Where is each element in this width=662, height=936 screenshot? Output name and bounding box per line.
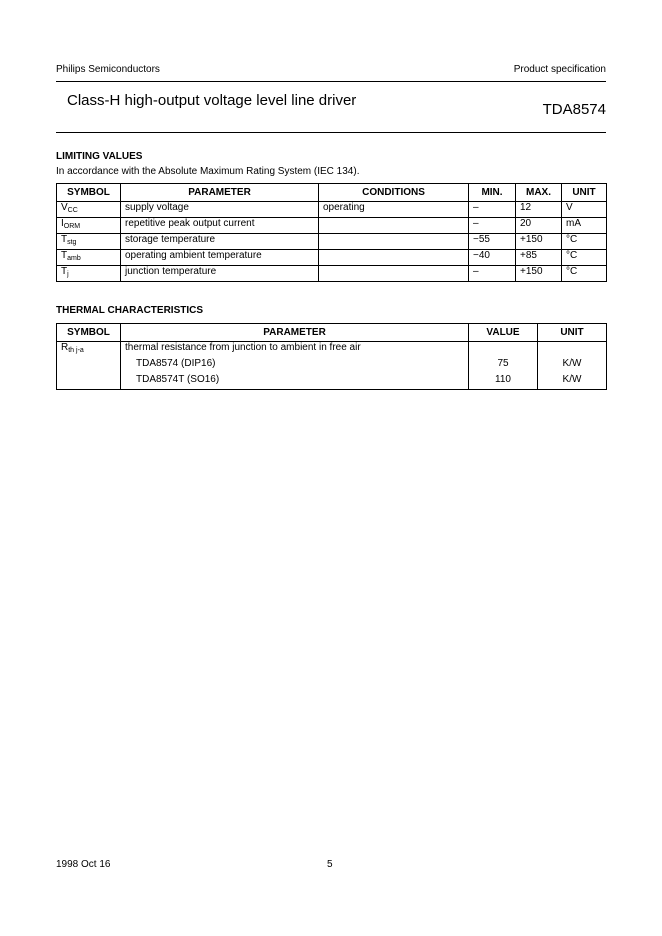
symbol-cell: $T_{amb}$ xyxy=(57,250,121,266)
table-row xyxy=(57,202,607,218)
conditions-cell xyxy=(319,250,469,266)
table-header-row xyxy=(57,184,607,202)
parameter-cell: supply voltage xyxy=(121,202,319,218)
company-name: Philips Semiconductors xyxy=(56,64,160,75)
table-row xyxy=(57,250,607,266)
symbol-cell xyxy=(57,358,121,374)
col-conditions: CONDITIONS xyxy=(319,184,469,202)
col-value: VALUE xyxy=(469,324,538,342)
col-min: MIN. xyxy=(469,184,516,202)
max-cell: 20 xyxy=(516,218,562,234)
parameter-cell: repetitive peak output current xyxy=(121,218,319,234)
value-cell: 110 xyxy=(469,374,538,390)
unit-cell: °C xyxy=(562,266,607,282)
table-row xyxy=(57,218,607,234)
document-title: Class-H high-output voltage level line driver xyxy=(67,92,357,109)
conditions-cell xyxy=(319,266,469,282)
max-cell: 12 xyxy=(516,202,562,218)
table-row xyxy=(57,234,607,250)
footer-date: 1998 Oct 16 xyxy=(56,859,111,870)
header-rule-top xyxy=(56,81,606,82)
value-cell: 75 xyxy=(469,358,538,374)
col-parameter: PARAMETER xyxy=(121,184,319,202)
parameter-cell: operating ambient temperature xyxy=(121,250,319,266)
min-cell: – xyxy=(469,202,516,218)
document-type: Product specification xyxy=(513,64,606,75)
col-parameter: PARAMETER xyxy=(121,324,469,342)
part-number: TDA8574 xyxy=(542,101,606,118)
symbol-cell: $R_{th j-a}$ xyxy=(57,342,121,358)
symbol-cell xyxy=(57,374,121,390)
unit-cell: K/W xyxy=(538,374,607,390)
thermal-heading: THERMAL CHARACTERISTICS xyxy=(56,305,204,316)
table-row xyxy=(57,374,607,390)
symbol-cell: $I_{ORM}$ xyxy=(57,218,121,234)
table-header-row xyxy=(57,324,607,342)
symbol-cell: $T_j$ xyxy=(57,266,121,282)
thermal-table xyxy=(56,323,607,390)
conditions-cell xyxy=(319,218,469,234)
limiting-values-subheading: In accordance with the Absolute Maximum Rating System (IEC 134). xyxy=(56,166,360,177)
symbol-cell: $V_{CC}$ xyxy=(57,202,121,218)
table-row xyxy=(57,266,607,282)
parameter-cell: storage temperature xyxy=(121,234,319,250)
value-cell xyxy=(469,342,538,358)
unit-cell: K/W xyxy=(538,358,607,374)
limiting-values-heading: LIMITING VALUES xyxy=(56,151,143,162)
parameter-cell: junction temperature xyxy=(121,266,319,282)
max-cell: +150 xyxy=(516,234,562,250)
limiting-values-table xyxy=(56,183,607,282)
symbol-cell: $T_{stg}$ xyxy=(57,234,121,250)
conditions-cell xyxy=(319,234,469,250)
min-cell: – xyxy=(469,218,516,234)
unit-cell: mA xyxy=(562,218,607,234)
header-rule-bottom xyxy=(56,132,606,133)
min-cell: −55 xyxy=(469,234,516,250)
table-row xyxy=(57,358,607,374)
min-cell: −40 xyxy=(469,250,516,266)
max-cell: +85 xyxy=(516,250,562,266)
unit-cell: °C xyxy=(562,250,607,266)
col-unit: UNIT xyxy=(562,184,607,202)
unit-cell xyxy=(538,342,607,358)
unit-cell: V xyxy=(562,202,607,218)
parameter-cell: TDA8574 (DIP16) xyxy=(121,358,469,374)
col-max: MAX. xyxy=(516,184,562,202)
conditions-cell: operating xyxy=(319,202,469,218)
table-row xyxy=(57,342,607,358)
page-number: 5 xyxy=(327,859,333,870)
parameter-cell: TDA8574T (SO16) xyxy=(121,374,469,390)
col-symbol: SYMBOL xyxy=(57,324,121,342)
col-unit: UNIT xyxy=(538,324,607,342)
min-cell: – xyxy=(469,266,516,282)
max-cell: +150 xyxy=(516,266,562,282)
unit-cell: °C xyxy=(562,234,607,250)
col-symbol: SYMBOL xyxy=(57,184,121,202)
parameter-cell: thermal resistance from junction to ambient in free air xyxy=(121,342,469,358)
